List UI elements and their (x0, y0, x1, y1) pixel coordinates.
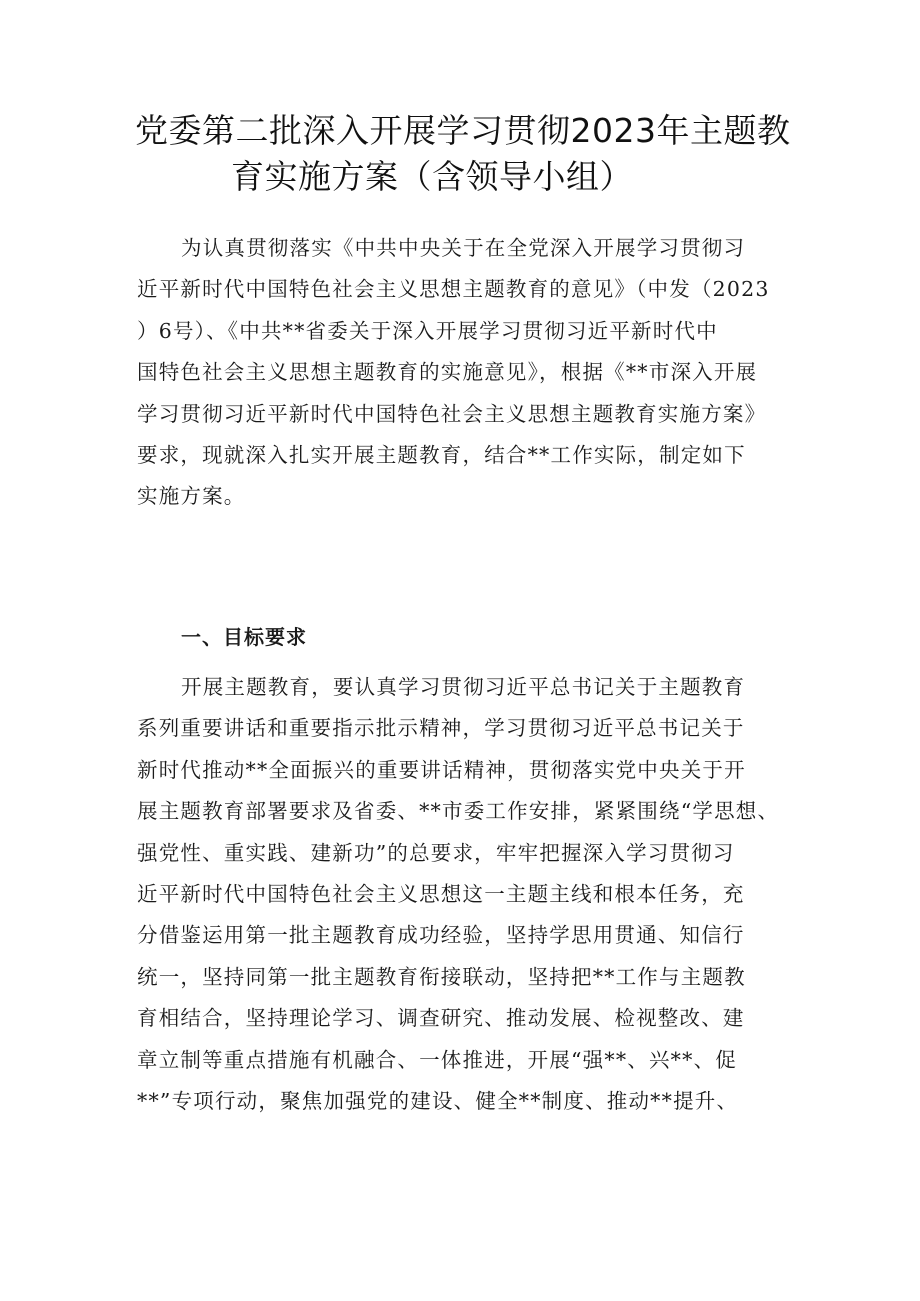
document-title (135, 108, 815, 200)
document-title-line-1: 党委第二批深入开展学习贯彻2023年主题教 (135, 111, 791, 150)
paragraph-line: 统一，坚持同第一批主题教育衔接联动，坚持把**工作与主题教 (137, 964, 746, 989)
paragraph-line: 近平新时代中国特色社会主义思想这一主题主线和根本任务，充 (137, 882, 745, 907)
paragraph-line: 国特色社会主义思想主题教育的实施意见》，根据《**市深入开展 (137, 360, 758, 385)
section-goals-paragraph (137, 667, 793, 1122)
section-heading-goals: 一、目标要求 (181, 625, 307, 649)
document-title-line-2: 育实施方案（含领导小组） (231, 157, 633, 196)
paragraph-line: 开展主题教育，要认真学习贯彻习近平总书记关于主题教育 (181, 675, 746, 699)
intro-paragraph (137, 228, 793, 518)
paragraph-line: 育相结合，坚持理论学习、调查研究、推动发展、检视整改、建 (137, 1006, 745, 1031)
paragraph-line: 系列重要讲话和重要指示批示精神，学习贯彻习近平总书记关于 (137, 716, 745, 741)
paragraph-line: ）6号）、《中共**省委关于深入开展学习贯彻习近平新时代中 (137, 318, 718, 343)
paragraph-line: **”专项行动，聚焦加强党的建设、健全**制度、推动**提升、 (137, 1089, 739, 1114)
paragraph-line: 为认真贯彻落实《中共中央关于在全党深入开展学习贯彻习 (181, 236, 746, 260)
paragraph-line: 强党性、重实践、建新功”的总要求，牢牢把握深入学习贯彻习 (137, 840, 735, 865)
paragraph-line: 分借鉴运用第一批主题教育成功经验，坚持学思用贯通、知信行 (137, 923, 745, 948)
paragraph-line: 学习贯彻习近平新时代中国特色社会主义思想主题教育实施方案》 (137, 401, 767, 426)
paragraph-line: 实施方案。 (137, 484, 246, 509)
paragraph-line: 近平新时代中国特色社会主义思想主题教育的意见》（中发（2023 (137, 277, 770, 302)
paragraph-line: 章立制等重点措施有机融合、一体推进，开展“强**、兴**、促 (137, 1047, 737, 1072)
paragraph-line: 新时代推动**全面振兴的重要讲话精神，贯彻落实党中央关于开 (137, 757, 746, 782)
paragraph-line: 展主题教育部署要求及省委、**市委工作安排，紧紧围绕“学思想、 (137, 799, 780, 824)
paragraph-line: 要求，现就深入扎实开展主题教育，结合**工作实际，制定如下 (137, 443, 746, 468)
